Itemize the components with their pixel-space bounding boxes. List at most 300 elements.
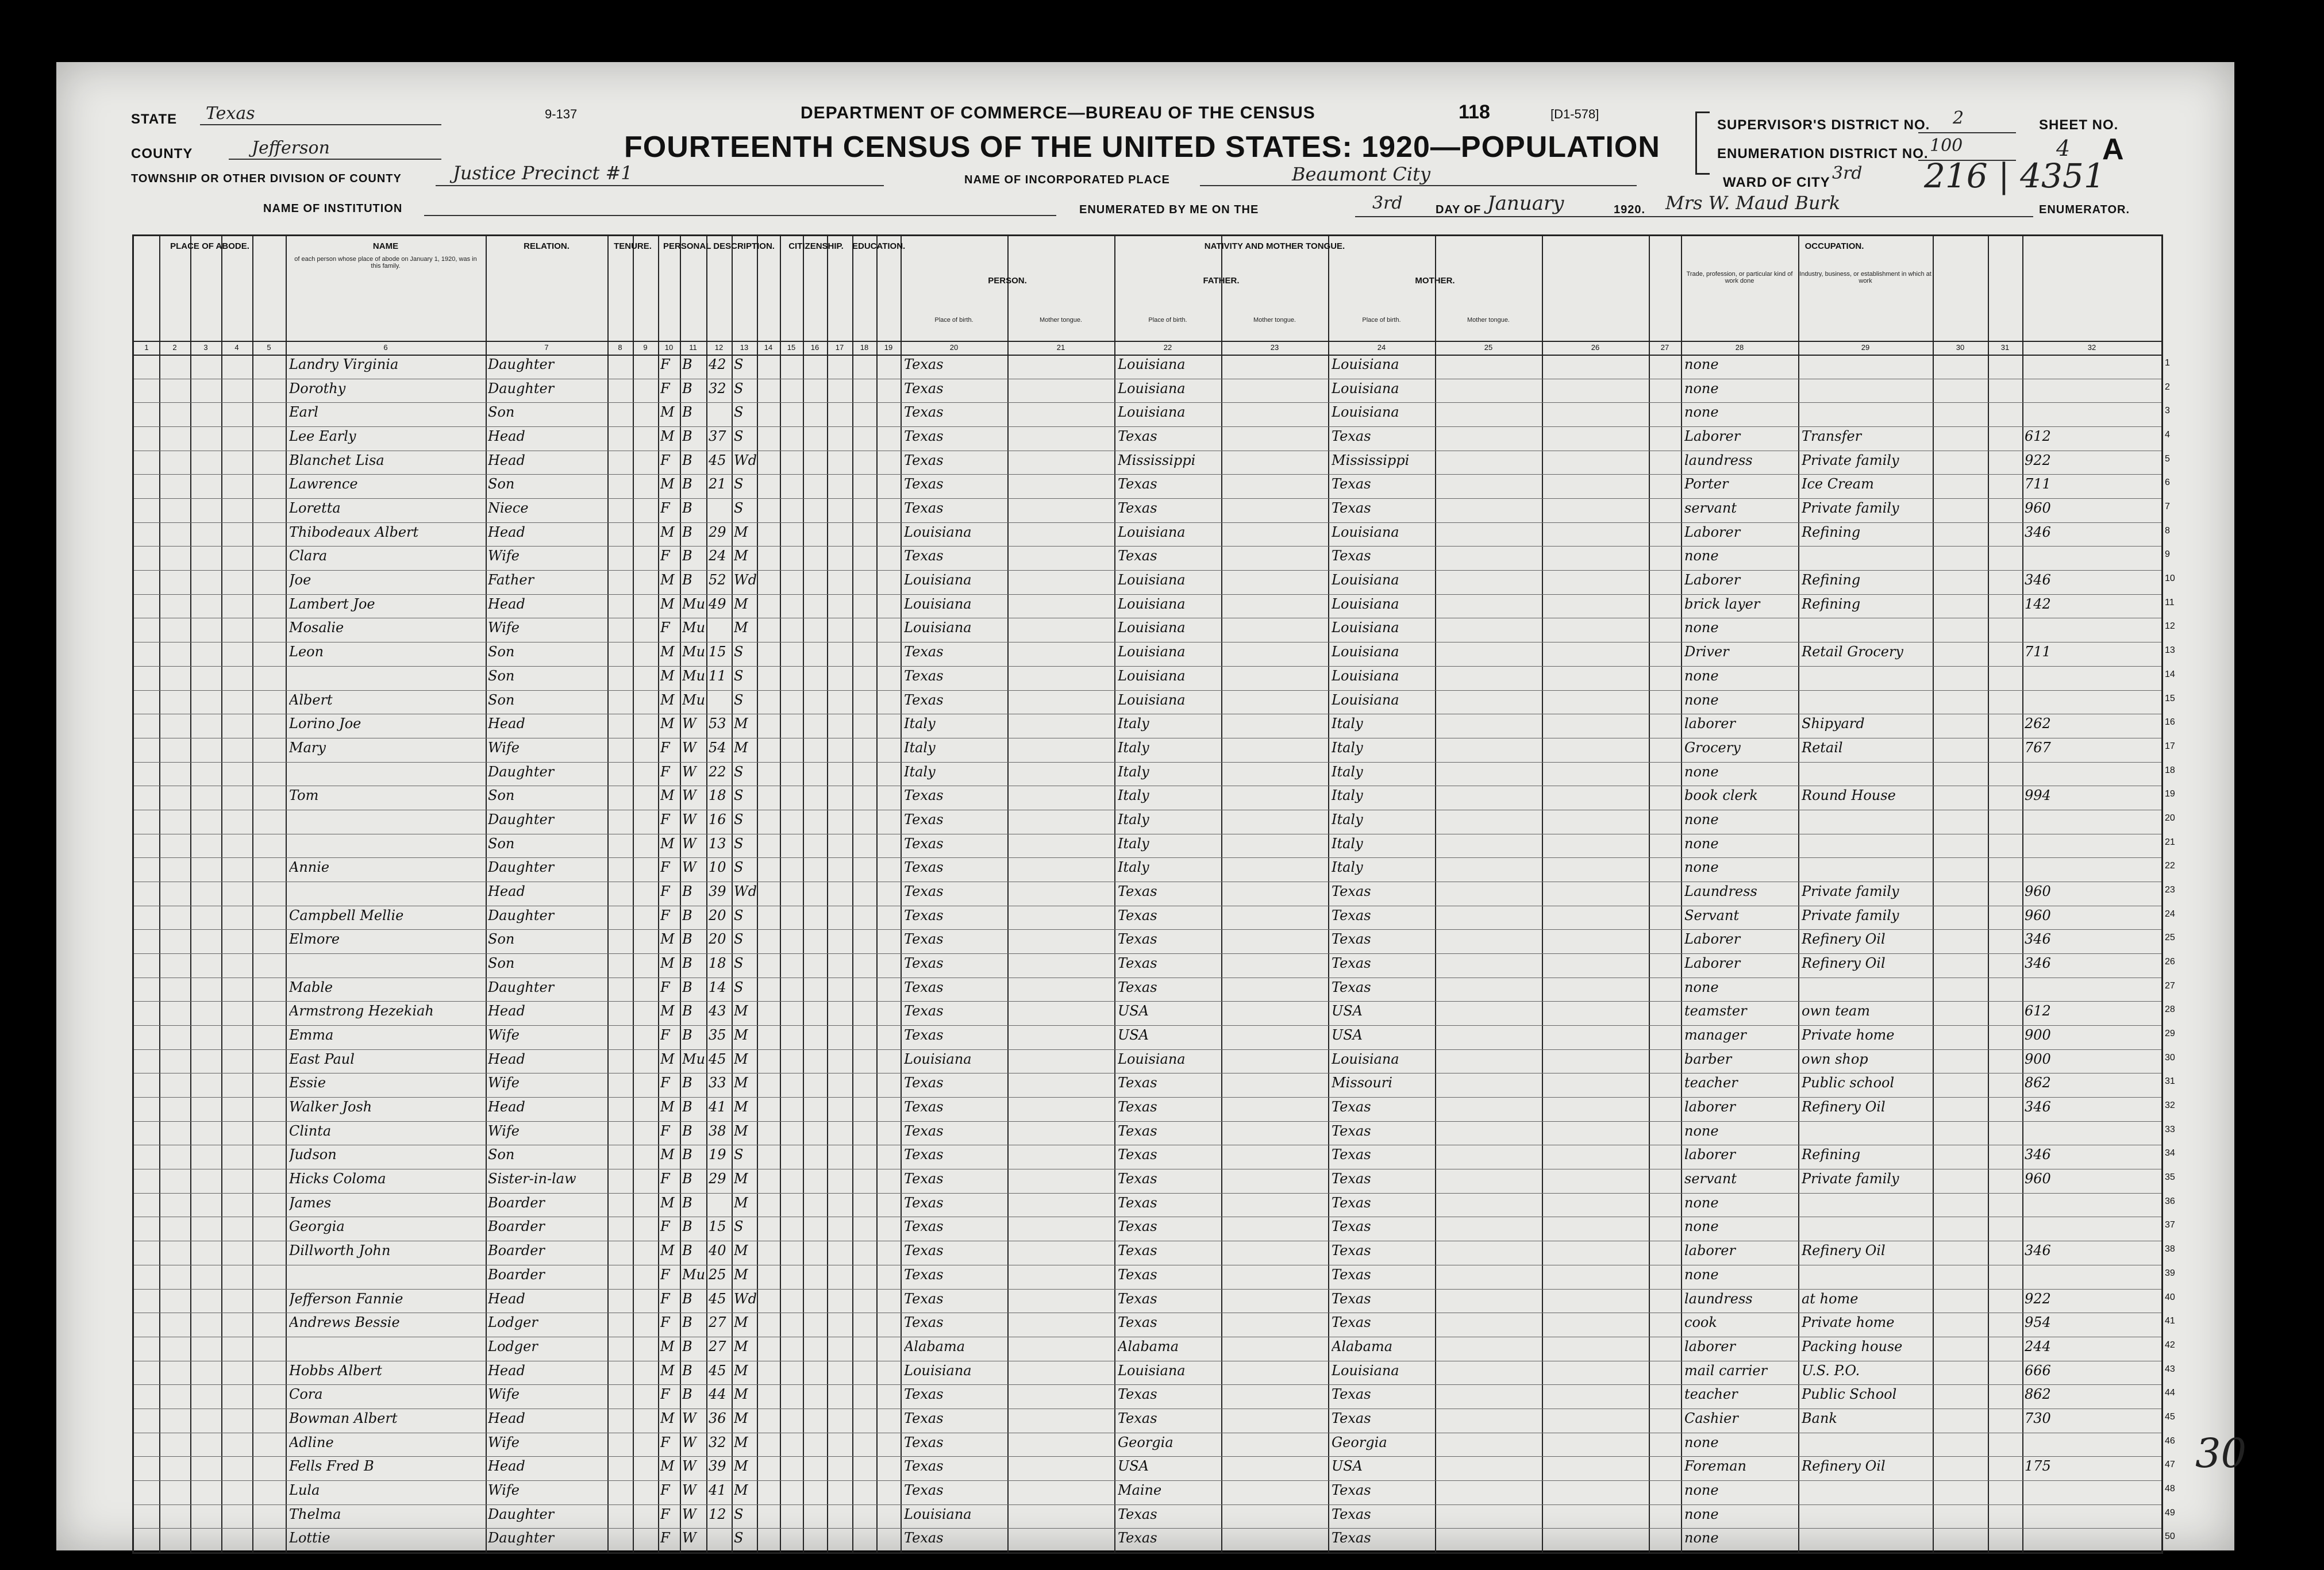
cell-ind: Refinery Oil (1802, 1458, 1886, 1475)
cell-occ: book clerk (1684, 787, 1758, 804)
cell-occ: servant (1684, 1171, 1737, 1187)
cell-name: Lula (289, 1482, 320, 1498)
cell-rel: Head (488, 1003, 525, 1019)
cell-age: 39 (709, 883, 726, 899)
cell-race: B (682, 1218, 692, 1235)
cell-race: B (682, 1194, 692, 1211)
cell-code: 346 (2025, 572, 2051, 588)
cell-race: B (682, 1075, 692, 1091)
cell-occ: Laundress (1684, 883, 1757, 899)
cell-birth: Texas (904, 1434, 944, 1450)
cell-ind: Refining (1802, 524, 1861, 540)
row-number: 40 (2165, 1292, 2175, 1302)
cell-name: Mosalie (289, 619, 344, 636)
cell-race: W (682, 1434, 697, 1450)
cell-occ: Laborer (1684, 572, 1741, 588)
cell-code: 922 (2025, 452, 2051, 468)
cell-name: Lottie (289, 1530, 330, 1546)
cell-code: 900 (2025, 1050, 2051, 1067)
cell-occ: none (1684, 1194, 1719, 1211)
cell-fbirth: Texas (1118, 1099, 1157, 1115)
cell-rel: Daughter (488, 380, 555, 397)
cell-occ: teamster (1684, 1003, 1747, 1019)
column-number: 22 (1163, 343, 1172, 352)
cell-age: 40 (709, 1242, 726, 1259)
sheet-value: 4 (2056, 136, 2071, 161)
cell-sex: F (660, 1434, 670, 1450)
cell-code: 612 (2025, 1003, 2051, 1019)
cell-rel: Head (488, 1362, 525, 1379)
enum-district-value: 100 (1930, 136, 1963, 156)
cell-fbirth: Texas (1118, 1218, 1157, 1235)
cell-ms: S (734, 691, 744, 708)
cell-age: 27 (709, 1338, 726, 1354)
cell-rel: Wife (488, 548, 520, 564)
cell-mbirth: Louisiana (1332, 619, 1399, 636)
cell-age: 42 (709, 356, 726, 372)
row-number: 19 (2165, 789, 2175, 799)
cell-name: East Paul (289, 1050, 355, 1067)
cell-code: 175 (2025, 1458, 2051, 1475)
cell-birth: Texas (904, 1122, 944, 1139)
cell-age: 20 (709, 907, 726, 923)
cell-ms: M (734, 1338, 748, 1354)
nativity-subhead: MOTHER. (1415, 276, 1455, 286)
cell-age: 13 (709, 835, 726, 852)
cell-birth: Texas (904, 835, 944, 852)
cell-mbirth: Italy (1332, 763, 1363, 780)
cell-race: W (682, 763, 697, 780)
cell-birth: Texas (904, 955, 944, 971)
cell-ind: Private home (1802, 1027, 1895, 1044)
cell-birth: Texas (904, 1314, 944, 1331)
row-number: 20 (2165, 813, 2175, 823)
cell-fbirth: Texas (1118, 1171, 1157, 1187)
cell-age: 39 (709, 1458, 726, 1475)
row-number: 38 (2165, 1244, 2175, 1255)
cell-name: Albert (289, 691, 333, 708)
cell-rel: Wife (488, 1434, 520, 1450)
cell-birth: Texas (904, 667, 944, 684)
cell-code: 262 (2025, 715, 2051, 732)
column-number: 23 (1270, 343, 1279, 352)
cell-birth: Texas (904, 1266, 944, 1283)
cell-mbirth: Louisiana (1332, 524, 1399, 540)
cell-name: James (289, 1194, 332, 1211)
county-label: COUNTY (131, 146, 193, 161)
cell-rel: Son (488, 1146, 515, 1163)
cell-rel: Head (488, 1458, 525, 1475)
row-number: 48 (2165, 1483, 2175, 1494)
column-number: 18 (860, 343, 869, 352)
column-number: 29 (1861, 343, 1870, 352)
cell-rel: Lodger (488, 1314, 538, 1331)
cell-ms: M (734, 1027, 748, 1044)
cell-rel: Son (488, 835, 515, 852)
cell-age: 19 (709, 1146, 726, 1163)
cell-name: Emma (289, 1027, 334, 1044)
cell-race: B (682, 380, 692, 397)
cell-name: Lawrence (289, 476, 358, 492)
column-number: 21 (1056, 343, 1065, 352)
cell-sex: M (660, 572, 675, 588)
cell-ms: M (734, 1386, 748, 1403)
cell-mbirth: USA (1332, 1027, 1363, 1044)
cell-ind: Private family (1802, 883, 1899, 899)
cell-fbirth: Italy (1118, 763, 1149, 780)
cell-code: 730 (2025, 1410, 2051, 1426)
cell-occ: servant (1684, 500, 1737, 517)
cell-ms: S (734, 500, 744, 517)
enumerator-name: Mrs W. Maud Burk (1665, 192, 1841, 214)
cell-race: W (682, 811, 697, 828)
cell-occ: none (1684, 1530, 1719, 1546)
cell-mbirth: Texas (1332, 548, 1371, 564)
cell-age: 25 (709, 1266, 726, 1283)
cell-code: 862 (2025, 1386, 2051, 1403)
cell-rel: Daughter (488, 1530, 555, 1546)
row-number: 39 (2165, 1268, 2175, 1278)
cell-fbirth: Texas (1118, 548, 1157, 564)
cell-fbirth: Italy (1118, 787, 1149, 804)
cell-ms: Wd (734, 572, 757, 588)
row-number: 9 (2165, 549, 2170, 560)
cell-race: B (682, 1122, 692, 1139)
cell-occ: brick layer (1684, 595, 1760, 612)
column-number: 9 (643, 343, 648, 352)
column-group-header: OCCUPATION. (1804, 241, 1864, 251)
page-stamp: 118 (1459, 101, 1490, 123)
cell-ind: Private home (1802, 1314, 1895, 1331)
census-sheet (56, 62, 2247, 1550)
cell-mbirth: Texas (1332, 931, 1371, 948)
cell-occ: barber (1684, 1050, 1732, 1067)
cell-sex: M (660, 1338, 675, 1354)
cell-mbirth: Louisiana (1332, 356, 1399, 372)
enumerated-day: 3rd (1372, 193, 1403, 213)
cell-age: 14 (709, 979, 726, 995)
cell-race: B (682, 883, 692, 899)
cell-race: B (682, 428, 692, 445)
cell-occ: none (1684, 835, 1719, 852)
cell-ms: S (734, 1218, 744, 1235)
cell-code: 711 (2025, 644, 2051, 660)
cell-birth: Italy (904, 739, 936, 756)
cell-sex: F (660, 1386, 670, 1403)
cell-birth: Texas (904, 787, 944, 804)
cell-name: Armstrong Hezekiah (289, 1003, 434, 1019)
cell-sex: F (660, 619, 670, 636)
row-number: 16 (2165, 717, 2175, 728)
cell-code: 346 (2025, 955, 2051, 971)
cell-race: W (682, 715, 697, 732)
cell-mbirth: Italy (1332, 787, 1363, 804)
cell-mbirth: Italy (1332, 835, 1363, 852)
cell-birth: Italy (904, 715, 936, 732)
cell-rel: Son (488, 667, 515, 684)
cell-mbirth: Texas (1332, 907, 1371, 923)
column-number: 5 (267, 343, 271, 352)
cell-birth: Texas (904, 907, 944, 923)
cell-race: W (682, 1506, 697, 1522)
cell-sex: F (660, 811, 670, 828)
cell-age: 53 (709, 715, 726, 732)
supervisor-value: 2 (1953, 108, 1964, 128)
cell-ms: M (734, 1099, 748, 1115)
cell-rel: Wife (488, 1482, 520, 1498)
column-number: 14 (764, 343, 773, 352)
cell-rel: Daughter (488, 811, 555, 828)
cell-age: 45 (709, 452, 726, 468)
cell-sex: M (660, 787, 675, 804)
cell-birth: Texas (904, 979, 944, 995)
cell-occ: cook (1684, 1314, 1717, 1331)
row-number: 4 (2165, 430, 2170, 440)
column-number: 24 (1377, 343, 1386, 352)
cell-race: B (682, 548, 692, 564)
cell-fbirth: Louisiana (1118, 644, 1186, 660)
column-number: 3 (203, 343, 208, 352)
cell-birth: Alabama (904, 1338, 965, 1354)
cell-fbirth: Louisiana (1118, 380, 1186, 397)
cell-race: B (682, 524, 692, 540)
cell-sex: F (660, 1075, 670, 1091)
cell-sex: M (660, 428, 675, 445)
row-number: 21 (2165, 837, 2175, 847)
cell-name: Lorino Joe (289, 715, 361, 732)
cell-birth: Texas (904, 1410, 944, 1426)
cell-mbirth: Texas (1332, 1146, 1371, 1163)
cell-mbirth: USA (1332, 1458, 1363, 1475)
cell-rel: Lodger (488, 1338, 538, 1354)
cell-occ: none (1684, 1482, 1719, 1498)
cell-fbirth: Louisiana (1118, 524, 1186, 540)
cell-rel: Boarder (488, 1218, 545, 1235)
cell-rel: Head (488, 1290, 525, 1307)
cell-mbirth: Texas (1332, 979, 1371, 995)
cell-race: W (682, 787, 697, 804)
column-group-header: NAME (372, 241, 399, 251)
cell-ms: S (734, 428, 744, 445)
cell-race: W (682, 739, 697, 756)
cell-rel: Daughter (488, 1506, 555, 1522)
cell-rel: Daughter (488, 859, 555, 876)
enumerated-label: ENUMERATED BY ME ON THE (1079, 203, 1259, 216)
cell-ms: S (734, 811, 744, 828)
cell-ind: Refining (1802, 1146, 1861, 1163)
cell-age: 16 (709, 811, 726, 828)
cell-rel: Boarder (488, 1266, 545, 1283)
cell-name: Cora (289, 1386, 323, 1403)
cell-mbirth: Texas (1332, 1290, 1371, 1307)
cell-rel: Boarder (488, 1242, 545, 1259)
supervisor-label: SUPERVISOR'S DISTRICT NO. (1717, 117, 1930, 133)
column-number: 15 (787, 343, 796, 352)
nativity-subhead: FATHER. (1203, 276, 1240, 286)
cell-fbirth: Texas (1118, 1146, 1157, 1163)
cell-ind: Public School (1802, 1386, 1897, 1403)
column-label: Mother tongue. (1253, 317, 1296, 324)
cell-race: B (682, 1362, 692, 1379)
cell-rel: Son (488, 955, 515, 971)
cell-ms: S (734, 404, 744, 421)
row-number: 6 (2165, 478, 2170, 488)
row-number: 29 (2165, 1029, 2175, 1039)
cell-sex: F (660, 380, 670, 397)
cell-ind: at home (1802, 1290, 1859, 1307)
cell-code: 666 (2025, 1362, 2051, 1379)
cell-ms: S (734, 476, 744, 492)
cell-occ: Cashier (1684, 1410, 1738, 1426)
cell-ind: Refinery Oil (1802, 931, 1886, 948)
cell-ms: M (734, 715, 748, 732)
cell-sex: M (660, 476, 675, 492)
cell-name: Clara (289, 548, 328, 564)
column-number: 27 (1660, 343, 1669, 352)
cell-ind: Refinery Oil (1802, 955, 1886, 971)
cell-fbirth: Texas (1118, 1194, 1157, 1211)
cell-age: 33 (709, 1075, 726, 1091)
cell-ms: S (734, 356, 744, 372)
column-number: 6 (383, 343, 388, 352)
cell-age: 41 (709, 1482, 726, 1498)
cell-ms: S (734, 955, 744, 971)
cell-name: Essie (289, 1075, 326, 1091)
enum-district-label: ENUMERATION DISTRICT NO. (1717, 146, 1929, 161)
cell-fbirth: Louisiana (1118, 595, 1186, 612)
cell-sex: M (660, 595, 675, 612)
cell-fbirth: USA (1118, 1027, 1149, 1044)
cell-mbirth: Texas (1332, 1530, 1371, 1546)
cell-occ: none (1684, 859, 1719, 876)
cell-race: B (682, 404, 692, 421)
cell-birth: Texas (904, 811, 944, 828)
cell-race: B (682, 955, 692, 971)
cell-ms: M (734, 548, 748, 564)
cell-birth: Louisiana (904, 524, 972, 540)
cell-occ: Laborer (1684, 428, 1741, 445)
cell-code: 346 (2025, 931, 2051, 948)
cell-race: W (682, 835, 697, 852)
cell-ind: U.S. P.O. (1802, 1362, 1860, 1379)
cell-mbirth: Texas (1332, 883, 1371, 899)
cell-mbirth: Alabama (1332, 1338, 1393, 1354)
cell-fbirth: Louisiana (1118, 356, 1186, 372)
cell-ms: M (734, 1122, 748, 1139)
cell-rel: Son (488, 931, 515, 948)
cell-birth: Texas (904, 1171, 944, 1187)
row-number: 23 (2165, 884, 2175, 895)
cell-sex: F (660, 548, 670, 564)
cell-sex: M (660, 931, 675, 948)
cell-age: 20 (709, 931, 726, 948)
cell-ind: Retail Grocery (1802, 644, 1903, 660)
cell-fbirth: Texas (1118, 979, 1157, 995)
cell-mbirth: Italy (1332, 715, 1363, 732)
cell-occ: teacher (1684, 1386, 1738, 1403)
cell-occ: Driver (1684, 644, 1729, 660)
cell-ind: Refining (1802, 595, 1861, 612)
cell-sex: M (660, 691, 675, 708)
cell-birth: Louisiana (904, 619, 972, 636)
cell-ms: M (734, 595, 748, 612)
cell-age: 27 (709, 1314, 726, 1331)
cell-race: B (682, 1099, 692, 1115)
cell-race: B (682, 907, 692, 923)
cell-fbirth: Texas (1118, 1122, 1157, 1139)
cell-fbirth: Texas (1118, 476, 1157, 492)
cell-rel: Son (488, 476, 515, 492)
cell-race: B (682, 1027, 692, 1044)
cell-fbirth: Texas (1118, 931, 1157, 948)
row-number: 43 (2165, 1364, 2175, 1374)
cell-mbirth: Texas (1332, 955, 1371, 971)
row-number: 36 (2165, 1196, 2175, 1206)
township-label: TOWNSHIP OR OTHER DIVISION OF COUNTY (131, 172, 402, 185)
cell-rel: Niece (488, 500, 529, 517)
cell-sex: M (660, 1242, 675, 1259)
cell-race: B (682, 979, 692, 995)
cell-code: 960 (2025, 907, 2051, 923)
cell-birth: Texas (904, 859, 944, 876)
cell-name: Andrews Bessie (289, 1314, 400, 1331)
cell-birth: Texas (904, 1530, 944, 1546)
column-group-header: RELATION. (524, 241, 570, 251)
column-number: 20 (949, 343, 959, 352)
row-number: 18 (2165, 765, 2175, 775)
cell-ind: Ice Cream (1802, 476, 1874, 492)
row-number: 35 (2165, 1172, 2175, 1183)
cell-ms: S (734, 787, 744, 804)
cell-sex: M (660, 715, 675, 732)
cell-birth: Texas (904, 404, 944, 421)
cell-name: Blanchet Lisa (289, 452, 384, 468)
cell-occ: none (1684, 1434, 1719, 1450)
cell-fbirth: Texas (1118, 1242, 1157, 1259)
column-label: Mother tongue. (1040, 317, 1082, 324)
cell-rel: Wife (488, 1027, 520, 1044)
cell-fbirth: Maine (1118, 1482, 1162, 1498)
cell-race: Mu (682, 595, 705, 612)
row-number: 47 (2165, 1460, 2175, 1470)
cell-name: Lee Early (289, 428, 356, 445)
cell-fbirth: Texas (1118, 1075, 1157, 1091)
cell-fbirth: Italy (1118, 835, 1149, 852)
cell-name: Fells Fred B (289, 1458, 374, 1475)
cell-race: B (682, 1290, 692, 1307)
column-label: Place of birth. (934, 317, 974, 324)
cell-code: 922 (2025, 1290, 2051, 1307)
cell-occ: none (1684, 1218, 1719, 1235)
cell-occ: none (1684, 811, 1719, 828)
cell-name: Mable (289, 979, 333, 995)
cell-code: 711 (2025, 476, 2051, 492)
cell-rel: Son (488, 644, 515, 660)
cell-birth: Louisiana (904, 1506, 972, 1522)
cell-ms: M (734, 1171, 748, 1187)
cell-occ: Laborer (1684, 955, 1741, 971)
cell-age: 44 (709, 1386, 726, 1403)
column-number: 26 (1591, 343, 1600, 352)
cell-code: 900 (2025, 1027, 2051, 1044)
cell-occ: none (1684, 667, 1719, 684)
cell-sex: F (660, 859, 670, 876)
cell-ind: Transfer (1802, 428, 1862, 445)
cell-mbirth: Texas (1332, 1482, 1371, 1498)
column-number: 1 (144, 343, 149, 352)
cell-fbirth: Louisiana (1118, 1362, 1186, 1379)
row-number: 41 (2165, 1316, 2175, 1326)
